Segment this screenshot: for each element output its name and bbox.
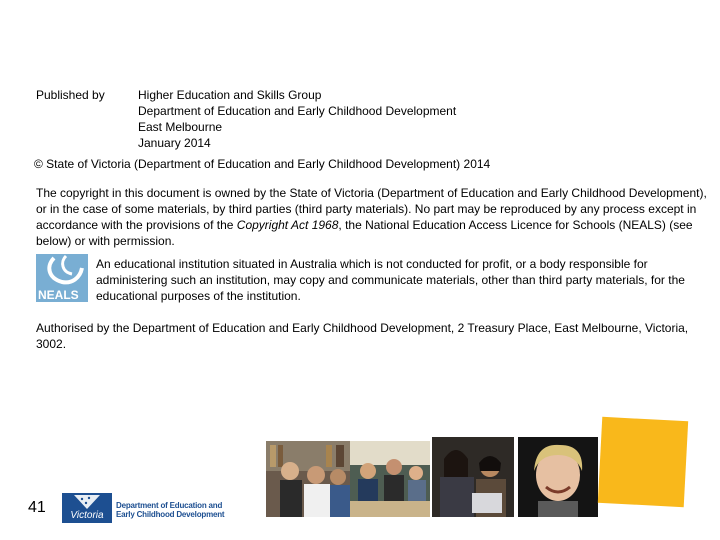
department-name-line: Department of Education and: [116, 501, 223, 510]
publisher-line: Higher Education and Skills Group: [138, 88, 322, 102]
department-name: [116, 501, 224, 519]
photo-illustration: [266, 441, 350, 517]
published-by-label: Published by: [36, 88, 105, 102]
copyright-text-before: The copyright in this document is owned by the State of Victoria (Department of Education and Early Childhood Development), or in the case of some materials, by third parties (third party materials). No part may be reproduced by any process except in accordance with the provisions of the: [36, 186, 707, 232]
page-number: 41: [28, 499, 46, 516]
publisher-details: [138, 87, 558, 151]
copyright-act-name: Copyright Act 1968: [236, 218, 339, 232]
students-laptop-photo: [432, 437, 514, 517]
victoria-wordmark: Victoria: [70, 510, 104, 521]
student-smiling-photo: [518, 437, 598, 517]
publisher-line: Department of Education and Early Childhood Development: [138, 104, 457, 118]
copyright-paragraph: [36, 185, 712, 249]
copyright-statement: © State of Victoria (Department of Education and Early Childhood Development) 2014: [34, 157, 491, 171]
neals-logo-text: NEALS: [38, 288, 79, 302]
students-library-photo: [266, 441, 350, 517]
department-name-line: Early Childhood Development: [116, 510, 225, 519]
decorative-yellow-square: [598, 417, 688, 507]
photo-illustration: [518, 437, 598, 517]
photo-illustration: [350, 441, 430, 517]
neals-swirl-icon: [36, 254, 88, 302]
authorised-statement: Authorised by the Department of Education and Early Childhood Development, 2 Treasury Place, East Melbourne, Victoria, 3002.: [36, 321, 689, 351]
photo-illustration: [432, 437, 514, 517]
students-classroom-photo: [350, 441, 430, 517]
publisher-line: East Melbourne: [138, 120, 223, 134]
publisher-line: January 2014: [138, 136, 211, 150]
neals-logo: [36, 254, 88, 302]
copyright-text-after: , the National Education Access Licence for Schools (NEALS) (see below) or with permission.: [36, 218, 693, 248]
neals-description: An educational institution situated in Australia which is not conducted for profit, or a body responsible for administering such an institution, may copy and communicate materials, other than third party materials, for the educational purposes of the institution.: [96, 257, 685, 303]
